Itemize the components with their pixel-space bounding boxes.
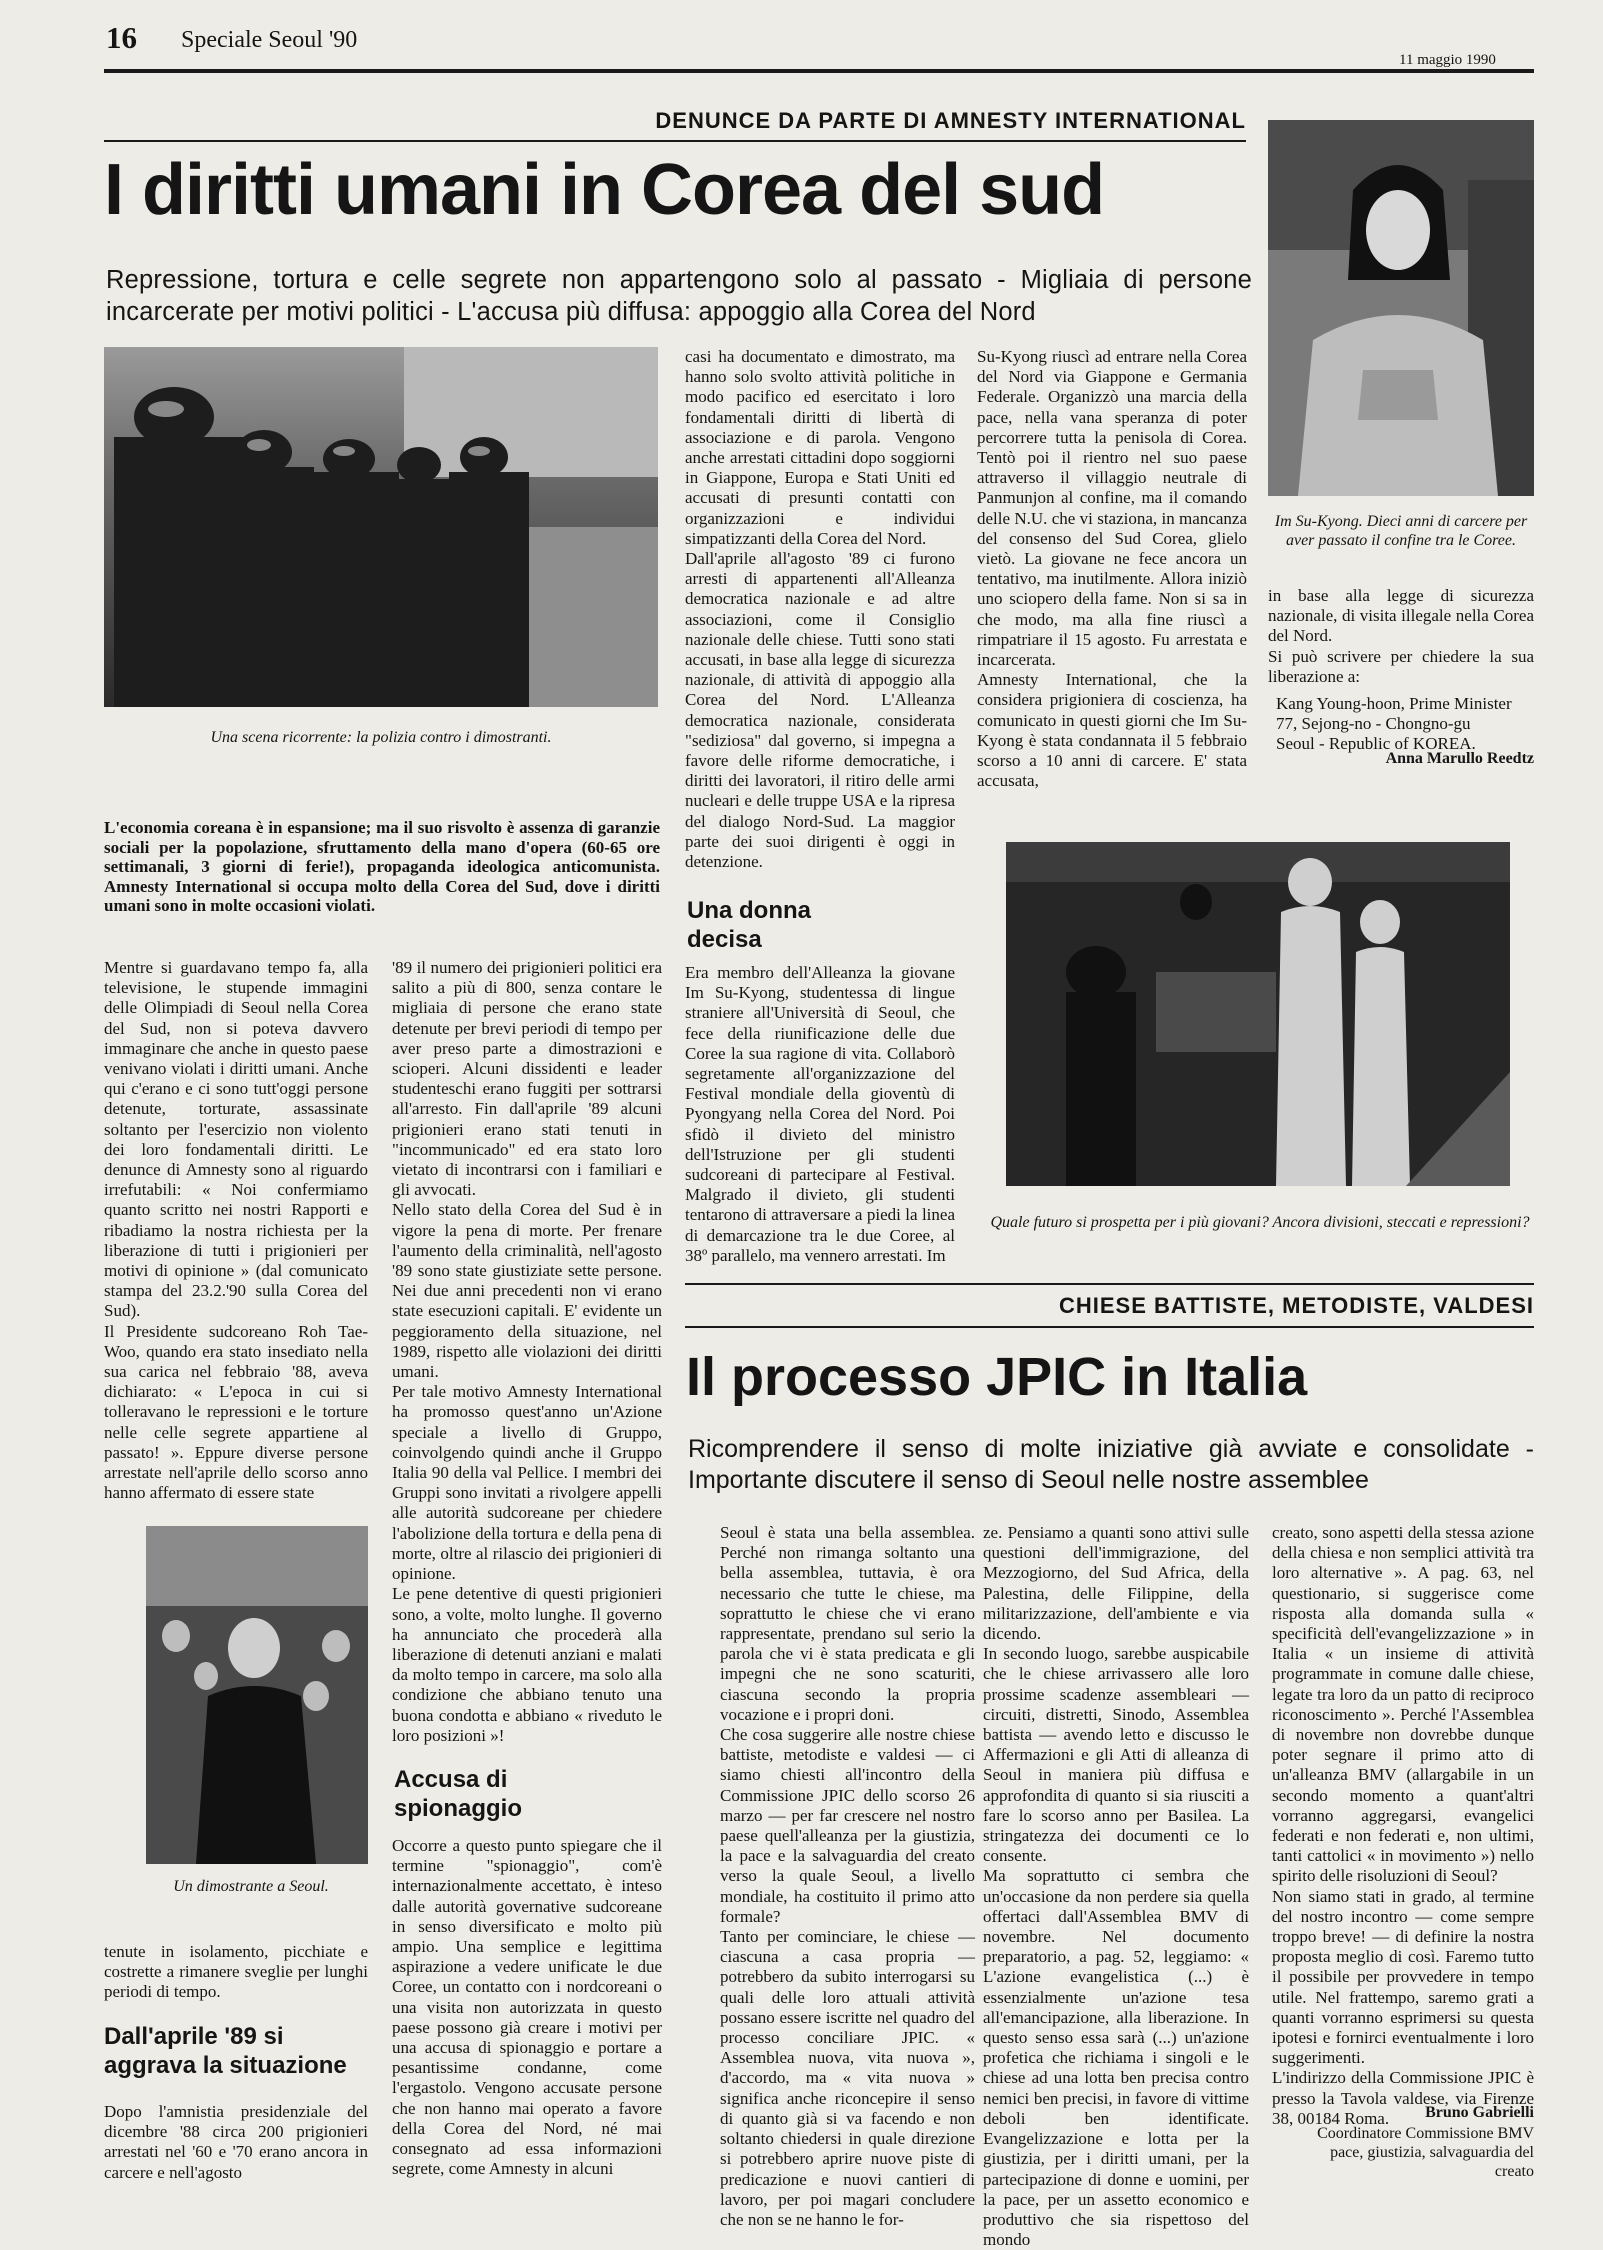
demonstrator-photo-caption: Un dimostrante a Seoul. <box>173 1878 329 1895</box>
article1-col1b: tenute in isolamento, picchiate e costrette a rimanere sveglie per lunghi periodi di tempo. <box>104 1942 368 2002</box>
article1-col3: casi ha documentato e dimostrato, ma hanno solo svolto attività politiche in modo pacifico ed esercitato i loro fondamentali diritti di libertà di associazione e di parola. Vengono anche arrestati cittadini dopo soggiorni in Giappone, Europa e Stati Uniti ed accusati di presunti contatti con organizzazioni e individui simpatizzanti della Corea del Nord. Dall'aprile all'agosto '89 ci furono arresti di appartenenti all'Alleanza democratica nazionale e ad altre associazioni, come il Consiglio nazionale delle chiese. Tutti sono stati accusati, in base alla legge di sicurezza nazionale, di attività di appoggio alla Corea del Nord. L'Alleanza democratica nazionale, considerata "sediziosa" dal governo, si impegna a favore delle riforme democratiche, i diritti dei lavoratori, il ritiro delle armi nucleari e delle truppe USA e la ripresa del dialogo Nord-Sud. La maggior parte dei suoi dirigenti è oggi in detenzione. <box>685 347 955 872</box>
article2-col2: ze. Pensiamo a quanti sono attivi sulle questioni dell'immigrazione, del Mezzogiorno, del Sud Africa, della Palestina, delle Filippine, della militarizzazione, dell'ambiente e via dicendo. In secondo luogo, sarebbe auspicabile che le chiese arrivassero alle loro prossime scadenze assembleari — circuiti, distretti, Sinodo, Assemblea battista — avendo letto e discusso le Affermazioni e gli Atti di alleanza di Seoul in maniera più diffusa e approfondita di quanto si sia riusciti a fare lo scorso anno per Basilea. La stringatezza dei documenti ce lo consente. Ma soprattutto ci sembra che un'occasione da non perdere sia quella offertaci dall'Assemblea BMV di novembre. Nel documento preparatorio, a pag. 52, leggiamo: « L'azione evangelistica (...) è essenzialmente un'azione tesa all'emancipazione, alla liberazione. In questo senso essa sarà (...) un'azione profetica che richiama i singoli e le chiese ad una lotta ben precisa contro nemici ben precisi, in favore di vittime deboli ben identificate. Evangelizzazione e lotta per la giustizia, per i diritti umani, per la partecipazione di donne e uomini, per la pace, per un assetto economico e produttivo che sia rispettoso del mondo <box>983 1523 1249 2250</box>
section-name: Speciale Seoul '90 <box>181 27 358 53</box>
subhead-spionaggio: Accusa di spionaggio <box>394 1766 522 1822</box>
article1-col2: '89 il numero dei prigionieri politici era salito a più di 800, senza contare le migliaia di persone che erano state detenute per brevi periodi di tempo per aver preso parte a dimostrazioni e scioperi. Alcuni dissidenti e leader studenteschi erano fuggiti per sottrarsi all'arresto. Fin dall'aprile '89 alcuni prigionieri erano stati tenuti in "incommunicado" ed era stato loro vietato di incontrarsi con i familiari e gli avvocati. Nello stato della Corea del Sud è in vigore la pena di morte. Per frenare l'aumento della criminalità, nell'agosto '89 sono state giustiziate sette persone. Nei due anni precedenti non vi erano state esecuzioni capitali. E' evidente un peggioramento della situazione, nel 1989, rispetto alle violazioni dei diritti umani. Per tale motivo Amnesty International ha promosso quest'anno un'Azione speciale a livello di Gruppo, coinvolgendo quindi anche il Gruppo Italia 90 della val Pellice. I membri dei Gruppi sono invitati a rivolgere appelli alle autorità sudcoreane per chiedere l'abolizione della tortura e della pena di morte, oltre al rilascio dei prigionieri di opinione. Le pene detentive di questi prigionieri sono, a volte, molto lunghe. Il governo ha annunciato che procederà alla liberazione di detenuti anziani e malati da molto tempo in carcere, ma solo alla condizione che abbiano tenuto una buona condotta e abbiano « riveduto le loro posizioni »! <box>392 958 662 1745</box>
youth-photo-caption: Quale futuro si prospetta per i più giovani? Ancora divisioni, steccati e repressioni? <box>990 1214 1530 1231</box>
article2-title: Il processo JPIC in Italia <box>686 1347 1308 1407</box>
im-su-kyong-caption: Im Su-Kyong. Dieci anni di carcere per aver passato il confine tra le Coree. <box>1274 513 1528 549</box>
article2-author-role: Coordinatore Commissione BMV pace, giustizia, salvaguardia del creato <box>1317 2125 1534 2180</box>
article1-col1: Mentre si guardavano tempo fa, alla televisione, le stupende immagini delle Olimpiadi di Seoul nella Corea del Sud, non si poteva davvero immaginare che anche in questo paese venivano violati i diritti umani. Anche qui c'erano e ci sono tutt'oggi persone detenute, torturate, assassinate soltanto per l'esercizio non violento dei loro fondamentali diritti. Le denunce di Amnesty sono al riguardo irrefutabili: « Noi confermiamo quanto scritto nei nostri Rapporti e ribadiamo la nostra richiesta per la liberazione di tutti i prigionieri per motivi di opinione » (dal comunicato stampa del 23.2.'90 sulla Corea del Sud). Il Presidente sudcoreano Roh Tae-Woo, quando era stato insediato nella sua carica nel febbraio '88, aveva dichiarato: « L'epoca in cui si tolleravano le repressioni e le torture nelle celle segrete appartiene al passato! ». Eppure diverse persone arrestate nell'aprile dello scorso anno hanno affermato di essere state <box>104 958 368 1503</box>
article2-col1: Seoul è stata una bella assemblea. Perché non rimanga soltanto una bella assemblea, tuttavia, è ora necessario che tutte le chiese, ma soprattutto le chiese che vi erano rappresentate, prendano sul serio la parola che vi è stata predicata e gli impegni che ne sono scaturiti, ciascuna secondo la propria vocazione e i propri doni. Che cosa suggerire alle nostre chiese battiste, metodiste e valdesi — ci siamo chiesti all'incontro della Commissione JPIC dello scorso 26 marzo — per far crescere nel nostro paese quell'alleanza per la giustizia, la pace e la salvaguardia del creato verso la quale Seoul, a livello mondiale, ha costituito il primo atto formale? Tanto per cominciare, le chiese — ciascuna a casa propria — potrebbero da subito interrogarsi su quali delle loro attuali attività possano essere iscritte nel quadro del processo conciliare JPIC. « Assemblea nuova, vita nuova », d'accordo, ma « vita nuova » significa anche riconcepire il senso di quanto già si va facendo e non soltanto chiedersi in quale direzione si potrebbero aprire nuove piste di predicazione e nuovi cantieri di lavoro, per poi magari concludere che non se ne hanno le for- <box>720 1523 975 2229</box>
article1-title: I diritti umani in Corea del sud <box>104 150 1105 230</box>
article1-col2b: Occorre a questo punto spiegare che il termine "spionaggio", com'è internazionalmente accettato, è inteso dalle autorità governative sudcoreane in senso diversificato e molto più ampio. Una semplice e legittima aspirazione a vedere unificate le due Coree, un contatto con i nordcoreani o una visita non autorizzata in questo paese possono già creare i motivi per una accusa di spionaggio e portare a pesantissime condanne, come l'ergastolo. Vengono accusate persone che non hanno mai operato a favore della Corea del Nord, né mai consegnato ad essa informazioni segrete, come Amnesty in alcuni <box>392 1836 662 2179</box>
article1-kicker: DENUNCE DA PARTE DI AMNESTY INTERNATIONAL <box>655 108 1246 133</box>
youth-photo <box>1006 842 1510 1186</box>
subhead-donna-decisa: Una donna decisa <box>687 897 811 953</box>
article2-kicker: CHIESE BATTISTE, METODISTE, VALDESI <box>1058 1293 1534 1318</box>
article1-col3b: Era membro dell'Alleanza la giovane Im Su-Kyong, studentessa di lingue straniere all'Università di Seoul, che fece della riunificazione delle due Coree la sua ragione di vita. Collaborò segretamente all'organizzazione del Festival mondiale della gioventù di Pyongyang nella Corea del Nord. Poi sfidò il divieto del ministro dell'Istruzione per gli studenti sudcoreani di partecipare al Festival. Malgrado il divieto, gli studenti tentarono di attraversare a piedi la linea di demarcazione tra le due Coree, al 38º parallelo, ma vennero arrestati. Im <box>685 963 955 1265</box>
article2-deck: Ricomprendere il senso di molte iniziative già avviate e consolidate - Importante discutere il senso di Seoul nelle nostre assemblee <box>688 1435 1534 1494</box>
police-photo <box>104 347 658 707</box>
article1-col5: in base alla legge di sicurezza nazionale, di visita illegale nella Corea del Nord. Si può scrivere per chiedere la sua liberazione a: <box>1268 586 1534 686</box>
im-su-kyong-photo <box>1268 120 1534 496</box>
police-photo-caption: Una scena ricorrente: la polizia contro i dimostranti. <box>210 729 552 746</box>
subhead-aprile-89: Dall'aprile '89 si aggrava la situazione <box>104 2023 347 2079</box>
article1-deck: Repressione, tortura e celle segrete non appartengono solo al passato - Migliaia di persone incarcerate per motivi politici - L'accusa più diffusa: appoggio alla Corea del Nord <box>106 266 1252 326</box>
kicker-rule <box>104 140 1246 142</box>
page-number: 16 <box>106 20 137 55</box>
article1-lead: L'economia coreana è in espansione; ma il suo risvolto è assenza di garanzie sociali per la popolazione, sfruttamento della mano d'opera (60-65 ore settimanali, 3 giorni di ferie!), propaganda ideologica anticomunista. Amnesty International si occupa molto della Corea del Sud, dove i diritti umani sono in molte occasioni violati. <box>104 818 660 915</box>
demonstrator-photo <box>146 1526 368 1864</box>
article2-col3: creato, sono aspetti della stessa azione della chiesa e non semplici attività tra loro alternative ». A pag. 63, nel questionario, si suggerisce come risposta alla domanda sulla « specificità dell'evangelizzazione » in Italia « un insieme di attività programmate in comune dalle chiese, legate tra loro da un patto di reciproco riconoscimento ». Perché l'Assemblea di novembre non dovrebbe dunque poter segnare il primo atto di un'alleanza BMV (allargabile in un secondo momento a quant'altri vorranno aggregarsi, evangelici federati e non federati e, non ultimi, tanti cattolici « in movimento ») nello spirito delle risoluzioni di Seoul? Non siamo stati in grado, al termine del nostro incontro — come sempre troppo breve! — di definire la nostra proposta meglio di così. Faremo tutto il possibile per provvedere in tempo utile. Nel frattempo, saremo grati a quanti vorranno esprimersi su questa ipotesi e fornirci eventualmente i loro suggerimenti. L'indirizzo della Commissione JPIC è presso la Tavola valdese, via Firenze 38, 00184 Roma. <box>1272 1523 1534 2128</box>
article1-col4: Su-Kyong riuscì ad entrare nella Corea del Nord via Giappone e Germania Federale. Organizzò una marcia della pace, nella vana speranza di poter percorrere tutta la penisola di Corea. Tentò poi il rientro nel suo paese attraverso il villaggio neutrale di Panmunjon al confine, ma il comando delle N.U. che vi staziona, in mancanza del consenso del Sud Corea, glielo vietò. La giovane ne fece ancora un tentativo, ma inutilmente. Allora iniziò uno sciopero della fame. Non si sa in che modo, ma alla fine riuscì a rimpatriare il 15 agosto. Fu arrestata e incarcerata. Amnesty International, che la considera prigioniera di coscienza, ha comunicato in questi giorni che Im Su-Kyong è stata condannata il 5 febbraio scorso a 10 anni di carcere. E' stata accusata, <box>977 347 1247 791</box>
issue-date: 11 maggio 1990 <box>1399 52 1496 68</box>
article2-author: Bruno Gabrielli <box>1425 2104 1534 2121</box>
article1-author: Anna Marullo Reedtz <box>1385 750 1534 767</box>
article1-address: Kang Young-hoon, Prime Minister 77, Sejong-no - Chongno-gu Seoul - Republic of KOREA. <box>1276 694 1512 754</box>
article2-top-rule <box>685 1283 1534 1285</box>
article1-col1c: Dopo l'amnistia presidenziale del dicembre '88 circa 200 prigionieri arrestati nel '60 e '70 erano ancora in carcere e nell'agosto <box>104 2102 368 2182</box>
header-rule <box>104 69 1534 73</box>
article2-kicker-rule <box>685 1326 1534 1328</box>
